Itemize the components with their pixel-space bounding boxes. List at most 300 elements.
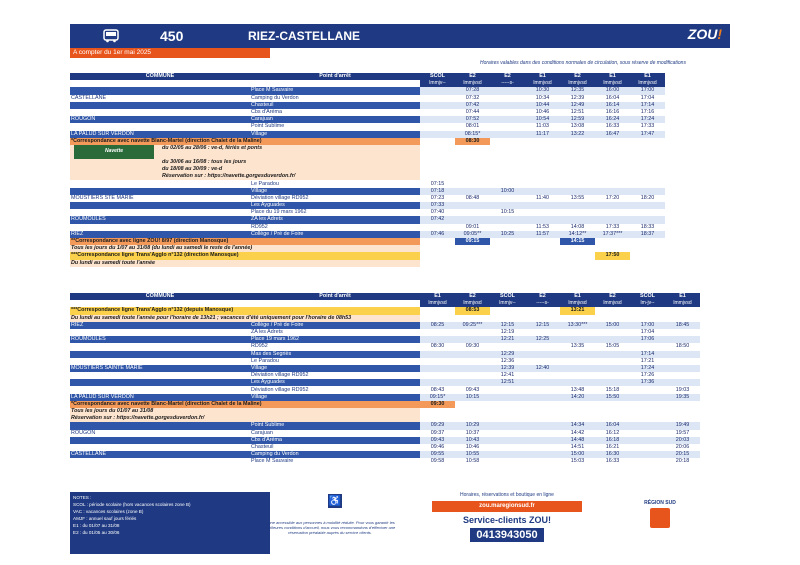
- empty-cell: [630, 166, 665, 173]
- departure-time: [630, 444, 665, 451]
- departure-time: [490, 87, 525, 94]
- departure-time: [560, 216, 595, 223]
- departure-time: [630, 202, 665, 209]
- operating-days: lmmjvsd: [595, 80, 630, 87]
- departure-time: 15:50: [595, 394, 630, 401]
- accessibility-note: Ligne accessible aux personnes à mobilité réduite. Pour vous garantir les meilleures conditions d'accueil, nous vous recommandons d'effectuer une réservation préalable auprès du service clients.: [264, 520, 396, 535]
- stop-name: Les Ayguades: [250, 379, 420, 386]
- departure-time: 08:01: [455, 123, 490, 130]
- footer-note-line: NOTES :: [73, 495, 92, 500]
- departure-time: [525, 209, 560, 216]
- table-row: [70, 188, 665, 195]
- empty-cell: [595, 415, 630, 422]
- empty-cell: [525, 408, 560, 415]
- commune-name: RIEZ: [70, 231, 250, 238]
- departure-time: [560, 365, 595, 372]
- departure-time: 09:15*: [420, 394, 455, 401]
- departure-time: 07:28: [455, 87, 490, 94]
- correspondence-note: Du lundi au samedi toute l'année pour l'horaire de 13h21 ; vacances d'été uniquement pour l'horaire de 08h53: [70, 315, 420, 322]
- departure-time: 07:44: [455, 109, 490, 116]
- phone-number[interactable]: 0413943050: [470, 528, 543, 542]
- departure-time: 16:12: [595, 430, 630, 437]
- operating-days: lmmjv--: [490, 300, 525, 307]
- departure-time: [525, 394, 560, 401]
- empty-cell: [420, 145, 455, 159]
- empty-cell: [595, 145, 630, 159]
- period-header: E1: [560, 293, 595, 300]
- empty-cell: [455, 173, 490, 180]
- period-header: E2: [455, 293, 490, 300]
- empty-cell: [455, 166, 490, 173]
- stop-name: Village: [250, 365, 420, 372]
- empty-cell: [560, 166, 595, 173]
- departure-time: 10:30: [525, 87, 560, 94]
- departure-time: [630, 180, 665, 187]
- empty-cell: [525, 415, 560, 422]
- commune-name: [70, 102, 250, 109]
- departure-time: [525, 458, 560, 465]
- departure-time: 20:06: [665, 444, 700, 451]
- navette-info: [70, 173, 420, 180]
- empty-cell: [525, 401, 560, 408]
- validity-date: A compter du 1er mai 2025: [70, 48, 270, 58]
- departure-time: 10:34: [525, 95, 560, 102]
- table-row: [70, 386, 700, 393]
- table-row: [70, 458, 700, 465]
- departure-time: [420, 365, 455, 372]
- stop-name: RD952: [250, 343, 420, 350]
- departure-time: 19:49: [665, 422, 700, 429]
- empty-cell: [490, 173, 525, 180]
- departure-time: 16:47: [595, 131, 630, 138]
- departure-time: [525, 329, 560, 336]
- stop-name: Village: [250, 131, 420, 138]
- departure-time: 07:46: [420, 231, 455, 238]
- table-row: [70, 131, 665, 138]
- navette-line: du 18/08 au 30/09 : ve-d: [162, 166, 223, 173]
- empty-cell: [595, 401, 630, 408]
- table-row: [70, 422, 700, 429]
- departure-time: 09:25***: [455, 322, 490, 329]
- departure-time: [490, 116, 525, 123]
- departure-time: 07:40: [420, 209, 455, 216]
- departure-time: [420, 351, 455, 358]
- stop-name: Cbs d'Aréma: [250, 437, 420, 444]
- departure-time: 10:29: [455, 422, 490, 429]
- departure-time: 17:37***: [595, 231, 630, 238]
- departure-time: [595, 379, 630, 386]
- departure-time: [490, 422, 525, 429]
- region-emblem-icon: [650, 508, 670, 528]
- period-header: E1: [665, 293, 700, 300]
- departure-time: [420, 358, 455, 365]
- departure-time: 13:30***: [560, 322, 595, 329]
- departure-time: [665, 351, 700, 358]
- empty-cell: [490, 138, 525, 145]
- empty-cell: [665, 415, 700, 422]
- departure-time: [455, 358, 490, 365]
- departure-time: [665, 365, 700, 372]
- empty-cell: [525, 166, 560, 173]
- empty-cell: [455, 408, 490, 415]
- commune-name: [70, 444, 250, 451]
- operating-days: lm-jv--: [630, 300, 665, 307]
- empty-cell: [595, 238, 630, 245]
- empty-cell: [490, 245, 525, 252]
- departure-time: 19:03: [665, 386, 700, 393]
- departure-time: [525, 202, 560, 209]
- table-row: [70, 343, 700, 350]
- departure-time: [525, 386, 560, 393]
- table-row: [70, 379, 700, 386]
- correspondence-note: ***Correspondance ligne Trans'Agglo n°132 (direction Manosque): [70, 252, 420, 259]
- website-link[interactable]: zou.maregionsud.fr: [432, 501, 582, 512]
- table-row: [70, 351, 700, 358]
- departure-time: 07:42: [455, 102, 490, 109]
- stop-name: Camping du Verdon: [250, 451, 420, 458]
- departure-time: [560, 329, 595, 336]
- departure-time: [630, 188, 665, 195]
- commune-name: [70, 209, 250, 216]
- empty-cell: [455, 252, 490, 259]
- empty-cell: [455, 315, 490, 322]
- period-header: E2: [560, 73, 595, 80]
- departure-time: 17:33: [595, 224, 630, 231]
- departure-time: 16:18: [595, 437, 630, 444]
- stop-name: Collège / Pré de Foire: [250, 231, 420, 238]
- empty-cell: [665, 315, 700, 322]
- commune-name: [70, 180, 250, 187]
- table-row: [70, 102, 665, 109]
- footer-note-line: SCOL : période scolaire (hors vacances scolaires zone B): [73, 502, 191, 507]
- departure-time: 15:05: [595, 343, 630, 350]
- departure-time: [455, 379, 490, 386]
- departure-time: 10:58: [455, 458, 490, 465]
- stop-name: Place 19 mars 1962: [250, 336, 420, 343]
- correspondence-note: ***Correspondance ligne Trans'Agglo n°132 (depuis Manosque): [70, 307, 420, 314]
- departure-time: 08:15*: [455, 131, 490, 138]
- empty-cell: [630, 245, 665, 252]
- departure-time: 16:33: [595, 458, 630, 465]
- departure-time: 07:52: [455, 116, 490, 123]
- stop-name: Cbs d'Aréma: [250, 109, 420, 116]
- navette-line: du 30/06 au 16/08 : tous les jours: [162, 158, 247, 165]
- departure-time: [490, 123, 525, 130]
- correspondence-note: Tous les jours du 1/07 au 31/08 (du lundi au samedi le reste de l'année): [70, 245, 420, 252]
- departure-time: 09:43: [455, 386, 490, 393]
- departure-time: 12:39: [490, 365, 525, 372]
- departure-time: 09:30: [455, 343, 490, 350]
- departure-time: [560, 372, 595, 379]
- empty-cell: [560, 401, 595, 408]
- commune-name: [70, 123, 250, 130]
- days-spacer: [70, 80, 250, 87]
- departure-time: [490, 343, 525, 350]
- commune-name: ROUGON: [70, 430, 250, 437]
- departure-time: 11:57: [525, 231, 560, 238]
- empty-cell: [595, 408, 630, 415]
- empty-cell: [420, 315, 455, 322]
- departure-time: [455, 372, 490, 379]
- departure-time: 16:04: [595, 422, 630, 429]
- empty-cell: [420, 408, 455, 415]
- empty-cell: [560, 260, 595, 267]
- departure-time: 14:42: [560, 430, 595, 437]
- operating-days: -----s-: [490, 80, 525, 87]
- commune-name: CASTELLANE: [70, 451, 250, 458]
- navette-logo: Navette: [74, 145, 154, 159]
- empty-cell: [630, 315, 665, 322]
- departure-time: 07:33: [420, 202, 455, 209]
- note-row: [70, 138, 665, 145]
- commune-name: [70, 437, 250, 444]
- departure-time: 09:05**: [455, 231, 490, 238]
- service-clients-label: Service-clients ZOU!: [462, 515, 552, 525]
- operating-days: lmmjvsd: [420, 300, 455, 307]
- empty-cell: [630, 252, 665, 259]
- departure-time: 09:37: [420, 430, 455, 437]
- table-row: [70, 372, 700, 379]
- period-header: SCOL: [420, 73, 455, 80]
- empty-cell: [630, 173, 665, 180]
- departure-time: [420, 116, 455, 123]
- bus-icon: [98, 27, 124, 45]
- departure-time: [420, 131, 455, 138]
- departure-time: [490, 95, 525, 102]
- commune-name: [70, 458, 250, 465]
- empty-cell: [490, 408, 525, 415]
- empty-cell: [455, 159, 490, 166]
- stop-name: Place du 19 mars 1962: [250, 209, 420, 216]
- departure-time: [525, 358, 560, 365]
- departure-time: 14:34: [560, 422, 595, 429]
- correspondence-note: *Correspondance avec navette Blanc-Martel (direction Chalet de la Maline): [70, 401, 420, 408]
- stop-header: Point d'arrêt: [250, 293, 420, 300]
- departure-time: 17:24: [630, 365, 665, 372]
- empty-cell: [630, 307, 665, 314]
- empty-cell: [420, 415, 455, 422]
- empty-cell: [420, 159, 455, 166]
- days-spacer: [70, 300, 250, 307]
- header-bar: [70, 24, 730, 48]
- empty-cell: [525, 159, 560, 166]
- empty-cell: [455, 401, 490, 408]
- departure-time: 20:18: [665, 458, 700, 465]
- departure-time: 07:32: [455, 95, 490, 102]
- departure-time: [560, 336, 595, 343]
- departure-time: [525, 437, 560, 444]
- empty-cell: [560, 145, 595, 159]
- empty-cell: [595, 166, 630, 173]
- empty-cell: [490, 260, 525, 267]
- departure-time: [665, 372, 700, 379]
- departure-time: [665, 329, 700, 336]
- departure-time: 18:20: [630, 195, 665, 202]
- departure-time: 12:49: [560, 102, 595, 109]
- departure-time: [490, 394, 525, 401]
- departure-time: 13:55: [560, 195, 595, 202]
- empty-cell: [525, 260, 560, 267]
- departure-time: [665, 336, 700, 343]
- empty-cell: [630, 238, 665, 245]
- contact-tagline: Horaires, réservations et boutique en ligne: [460, 492, 554, 498]
- departure-time: 12:21: [490, 336, 525, 343]
- departure-time: 17:36: [630, 379, 665, 386]
- departure-time: 12:51: [560, 109, 595, 116]
- departure-time: 12:51: [490, 379, 525, 386]
- departure-time: [455, 329, 490, 336]
- empty-cell: [525, 252, 560, 259]
- departure-time: [490, 451, 525, 458]
- departure-time: 11:40: [525, 195, 560, 202]
- departure-time: [595, 351, 630, 358]
- empty-cell: [665, 401, 700, 408]
- line-number: 450: [160, 28, 184, 44]
- departure-time: 19:57: [665, 430, 700, 437]
- departure-time: [455, 351, 490, 358]
- empty-cell: [420, 245, 455, 252]
- departure-time: 09:43: [420, 437, 455, 444]
- departure-time: [525, 343, 560, 350]
- table-row: [70, 180, 665, 187]
- brand-mark: !: [717, 26, 722, 42]
- departure-time: 09:46: [420, 444, 455, 451]
- departure-time: [560, 351, 595, 358]
- departure-time: [490, 386, 525, 393]
- timetable-disclaimer: Horaires valables dans des conditions normales de circulation, sous réserve de modifications: [480, 60, 686, 66]
- commune-name: LA PALUD SUR VERDON: [70, 131, 250, 138]
- departure-time: [560, 188, 595, 195]
- departure-time: 10:43: [455, 437, 490, 444]
- departure-time: [630, 451, 665, 458]
- connection-time: 14:15: [560, 238, 595, 245]
- departure-time: [595, 216, 630, 223]
- departure-time: 17:04: [630, 329, 665, 336]
- correspondence-note: Tous les jours du 01/07 au 31/08: [70, 408, 420, 415]
- footer-note-line: E2 : du 01/05 au 30/06: [73, 530, 120, 535]
- correspondence-note: Du lundi au samedi toute l'année: [70, 260, 420, 267]
- departure-time: 16:30: [595, 451, 630, 458]
- stop-name: Déviation village RD952: [250, 372, 420, 379]
- departure-time: [490, 195, 525, 202]
- departure-time: 15:00: [595, 322, 630, 329]
- commune-name: [70, 202, 250, 209]
- empty-cell: [490, 166, 525, 173]
- empty-cell: [595, 159, 630, 166]
- table-row: [70, 116, 665, 123]
- departure-time: [420, 336, 455, 343]
- departure-time: [630, 394, 665, 401]
- empty-cell: [560, 173, 595, 180]
- departure-time: 12:15: [525, 322, 560, 329]
- departure-time: [560, 209, 595, 216]
- navette-line: du 02/05 au 28/06 : ve-d, fériés et ponts: [162, 144, 263, 151]
- empty-cell: [665, 408, 700, 415]
- empty-cell: [560, 159, 595, 166]
- departure-time: 13:08: [560, 123, 595, 130]
- table-row: [70, 231, 665, 238]
- correspondence-note: *Correspondance avec navette Blanc-Martel (direction Chalet de la Maline): [70, 138, 420, 145]
- table-row: [70, 394, 700, 401]
- brand-text: ZOU: [687, 26, 718, 42]
- navette-row: [70, 159, 665, 166]
- departure-time: 07:15: [420, 180, 455, 187]
- stop-name: Camping du Verdon: [250, 95, 420, 102]
- period-header: E1: [525, 73, 560, 80]
- commune-name: MOUSTIERS SAINTE MARIE: [70, 365, 250, 372]
- departure-time: [630, 437, 665, 444]
- note-row: [70, 415, 700, 422]
- empty-cell: [595, 138, 630, 145]
- departure-time: [630, 209, 665, 216]
- stop-name: Point Sublime: [250, 123, 420, 130]
- departure-time: [490, 180, 525, 187]
- stop-name: Village: [250, 394, 420, 401]
- period-header: E1: [595, 73, 630, 80]
- note-row: [70, 260, 665, 267]
- commune-name: [70, 379, 250, 386]
- correspondence-note: Réservation sur : https://navette.gorgesduverdon.fr/: [70, 415, 420, 422]
- departure-time: [595, 358, 630, 365]
- departure-time: 17:24: [630, 116, 665, 123]
- empty-cell: [630, 260, 665, 267]
- connection-time: 09:15: [455, 238, 490, 245]
- commune-name: ROUMOULES: [70, 216, 250, 223]
- departure-time: 10:54: [525, 116, 560, 123]
- operating-days: lmmjvsd: [560, 80, 595, 87]
- operating-days: lmmjvsd: [455, 300, 490, 307]
- footer-note-line: VAC : vacances scolaires (zone B): [73, 509, 144, 514]
- departure-time: 10:15: [455, 394, 490, 401]
- commune-name: RIEZ: [70, 322, 250, 329]
- departure-time: 08:43: [420, 386, 455, 393]
- empty-cell: [525, 315, 560, 322]
- empty-cell: [595, 315, 630, 322]
- operating-days: lmmjvsd: [560, 300, 595, 307]
- commune-name: [70, 188, 250, 195]
- table-row: [70, 365, 700, 372]
- departure-time: [630, 386, 665, 393]
- empty-cell: [560, 138, 595, 145]
- timetable-return: [70, 293, 700, 466]
- period-header: E2: [455, 73, 490, 80]
- header-row: [70, 73, 665, 80]
- empty-cell: [630, 401, 665, 408]
- wheelchair-icon: ♿: [328, 495, 342, 507]
- departure-time: [420, 372, 455, 379]
- commune-name: [70, 109, 250, 116]
- departure-time: 17:00: [630, 87, 665, 94]
- note-row: [70, 252, 665, 259]
- commune-name: CASTELLANE: [70, 95, 250, 102]
- table-row: [70, 451, 700, 458]
- departure-time: [560, 358, 595, 365]
- departure-time: [420, 224, 455, 231]
- departure-time: 14:20: [560, 394, 595, 401]
- departure-time: 17:26: [630, 372, 665, 379]
- stop-name: RD952: [250, 224, 420, 231]
- departure-time: [630, 430, 665, 437]
- departure-time: 07:18: [420, 188, 455, 195]
- commune-name: [70, 358, 250, 365]
- departure-time: [455, 336, 490, 343]
- navette-line: Réservation sur : https://navette.gorgesduverdon.fr/: [162, 173, 296, 180]
- departure-time: 17:47: [630, 131, 665, 138]
- departure-time: [455, 180, 490, 187]
- commune-name: MOUSTIERS STE MARIE: [70, 195, 250, 202]
- navette-info: [70, 166, 420, 173]
- stop-name: Point Sublime: [250, 422, 420, 429]
